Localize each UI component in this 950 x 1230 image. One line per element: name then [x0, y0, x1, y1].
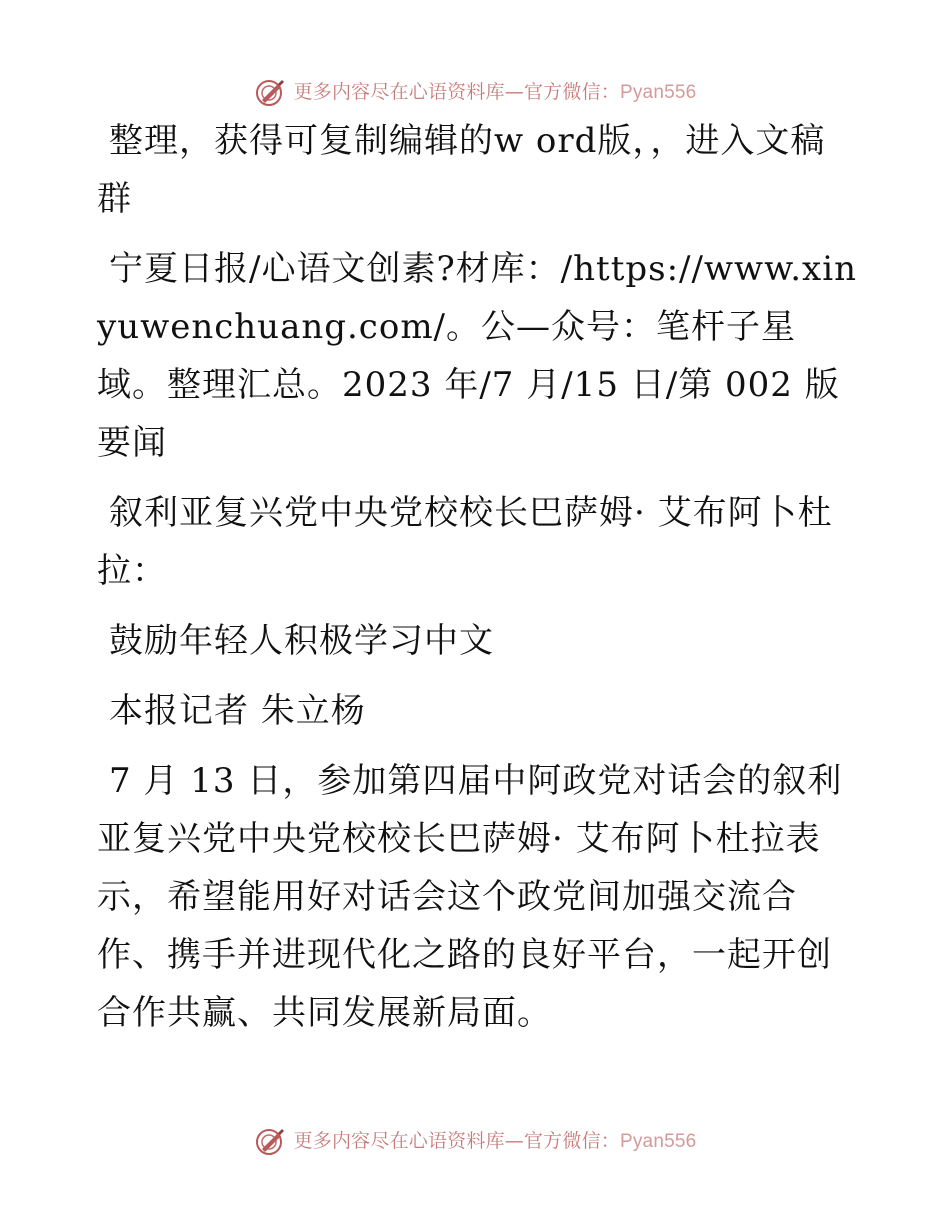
banner-handle: Pyan556 — [619, 1130, 697, 1152]
header-banner-text — [293, 80, 697, 103]
document-paragraph-1: 整理，获得可复制编辑的w ord版，，进入文稿群 — [97, 121, 826, 219]
document-byline: 本报记者 朱立杨 — [109, 691, 366, 731]
document-body — [97, 112, 857, 1042]
footer-banner — [0, 1121, 950, 1161]
document-paragraph-6: 7 月 13 日，参加第四届中阿政党对话会的叙利亚复兴党中央党校校长巴萨姆· 艾布阿卜杜拉表示，希望能用好对话会这个政党间加强交流合作、携手并进现代化之路的良好平台，一起开创合作共赢、共同发展新局面。 — [97, 761, 843, 1033]
pen-logo-icon — [254, 76, 286, 108]
header-banner — [0, 72, 950, 112]
banner-handle: Pyan556 — [619, 81, 697, 103]
document-headline: 鼓励年轻人积极学习中文 — [109, 621, 494, 661]
document-paragraph-2: 宁夏日报/心语文创素?材库：/https://www.xinyuwenchuang.com/。公—众号：笔杆子星域。整理汇总。2023 年/7 月/15 日/第 002 版要闻 — [97, 249, 857, 463]
banner-prefix: 更多内容尽在心语资料库—官方微信： — [293, 1129, 620, 1152]
footer-banner-text — [293, 1129, 697, 1152]
banner-prefix: 更多内容尽在心语资料库—官方微信： — [293, 80, 620, 103]
pen-logo-icon — [254, 1125, 286, 1157]
document-paragraph-3: 叙利亚复兴党中央党校校长巴萨姆· 艾布阿卜杜拉： — [97, 493, 833, 591]
